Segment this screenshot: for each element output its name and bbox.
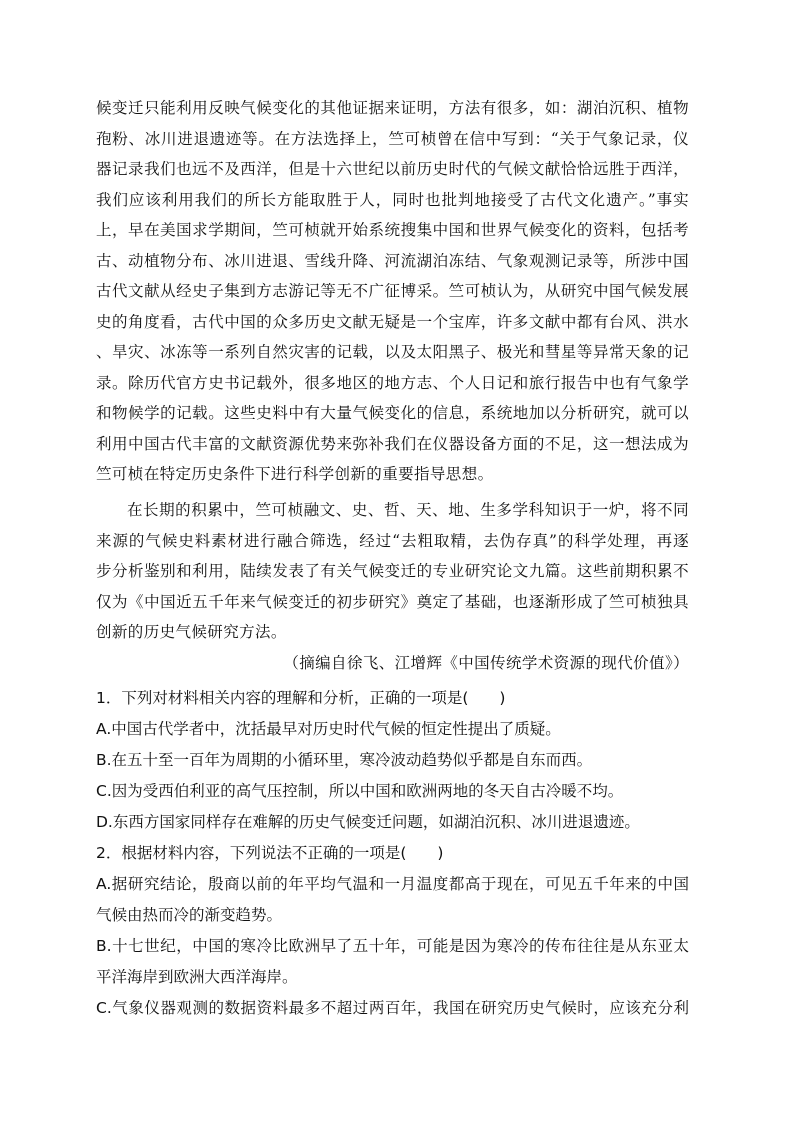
- passage-line: 古、动植物分布、冰川进退、雪线升降、河流湖泊冻结、气象观测记录等，所涉中国: [96, 251, 689, 270]
- passage-line: 上，早在美国求学期间，竺可桢就开始系统搜集中国和世界气候变化的资料，包括考: [96, 221, 689, 239]
- option-a[interactable]: A.据研究结论，殷商以前的年平均气温和一月温度都高于现在，可见五千年来的中国: [96, 875, 689, 893]
- passage-line: 来源的气候史料素材进行融合筛选，经过“去粗取精，去伪存真”的科学处理，再逐: [96, 531, 689, 550]
- passage-line: 我们应该利用我们的所长方能取胜于人，同时也批判地接受了古代文化遗产。”事实: [96, 190, 689, 209]
- passage-line: 候变迁只能利用反映气候变化的其他证据来证明，方法有很多，如：湖泊沉积、植物: [96, 99, 689, 117]
- option-b-continued[interactable]: 平洋海岸到欧洲大西洋海岸。: [96, 968, 298, 986]
- passage-line: 利用中国古代丰富的文献资源优势来弥补我们在仪器设备方面的不足，这一想法成为: [96, 434, 689, 453]
- option-a-continued[interactable]: 气候由热而冷的渐变趋势。: [96, 906, 283, 924]
- passage-line: 录。除历代官方史书记载外，很多地区的地方志、个人日记和旅行报告中也有气象学: [96, 373, 689, 392]
- passage-line: 孢粉、冰川进退遗迹等。在方法选择上，竺可桢曾在信中写到：“关于气象记录，仪: [96, 129, 689, 148]
- option-c[interactable]: C.气象仪器观测的数据资料最多不超过两百年，我国在研究历史气候时，应该充分利: [96, 999, 689, 1017]
- passage-line: 器记录我们也远不及西洋，但是十六世纪以前历史时代的气候文献恰恰远胜于西洋，: [96, 160, 689, 178]
- passage-line: 古代文献从经史子集到方志游记等无不广征博采。竺可桢认为，从研究中国气候发展: [96, 282, 689, 300]
- option-c[interactable]: C.因为受西伯利亚的高气压控制，所以中国和欧洲两地的冬天自古冷暖不均。: [96, 782, 624, 800]
- passage-line: 史的角度看，古代中国的众多历史文献无疑是一个宝库，许多文献中都有台风、洪水: [96, 312, 689, 331]
- passage-line: 竺可桢在特定历史条件下进行科学创新的重要指导思想。: [96, 465, 494, 483]
- source-line: （摘编自徐飞、江增辉《中国传统学术资源的现代价值》）: [283, 654, 689, 672]
- option-b[interactable]: B.十七世纪，中国的寒冷比欧洲早了五十年，可能是因为寒冷的传布往往是从东亚太: [96, 937, 689, 955]
- passage-line: 步分析鉴别和利用，陆续发表了有关气候变迁的专业研究论文九篇。这些前期积累不: [96, 562, 689, 580]
- passage-line: 在长期的积累中，竺可桢融文、史、哲、天、地、生多学科知识于一炉，将不同: [127, 501, 689, 519]
- passage-line: 仅为《中国近五千年来气候变迁的初步研究》奠定了基础，也逐渐形成了竺可桢独具: [96, 592, 689, 611]
- option-b[interactable]: B.在五十至一百年为周期的小循环里，寒冷波动趋势似乎都是自东而西。: [96, 751, 593, 769]
- option-a[interactable]: A.中国古代学者中，沈括最早对历史时代气候的恒定性提出了质疑。: [96, 720, 561, 738]
- passage-line: 和物候学的记载。这些史料中有大量气候变化的信息，系统地加以分析研究，就可以: [96, 404, 689, 422]
- option-d[interactable]: D.东西方国家同样存在难解的历史气候变迁问题，如湖泊沉积、冰川进退遗迹。: [96, 813, 640, 831]
- question-stem: 1．下列对材料相关内容的理解和分析，正确的一项是( ): [96, 689, 506, 707]
- passage-line: 、旱灾、冰冻等一系列自然灾害的记载，以及太阳黑子、极光和彗星等异常天象的记: [96, 343, 689, 361]
- question-stem: 2．根据材料内容，下列说法不正确的一项是( ): [96, 844, 444, 862]
- passage-line: 创新的历史气候研究方法。: [96, 623, 287, 641]
